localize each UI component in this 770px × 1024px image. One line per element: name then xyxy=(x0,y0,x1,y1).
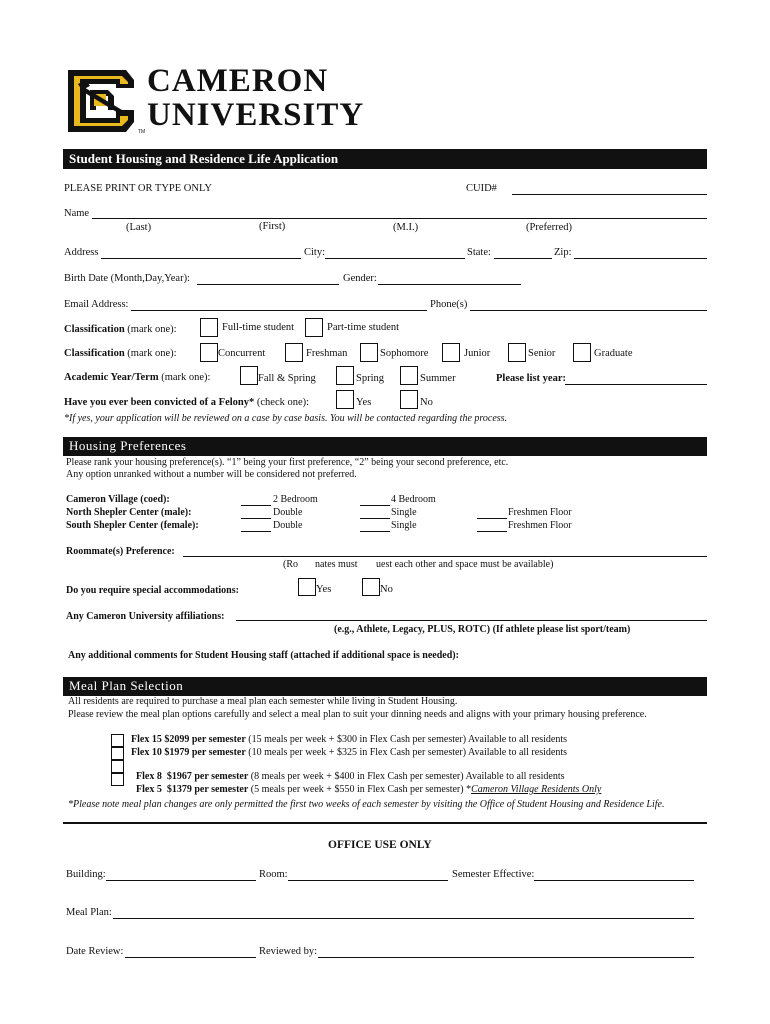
flex5-label: Flex 5 $1379 per semester (5 meals per week + $550 in Flex Cash per semester) *Cameron Village Residents Only xyxy=(136,784,602,795)
state-label: State: xyxy=(467,247,491,258)
accommodations-no-label: No xyxy=(380,584,393,595)
form-title-bar xyxy=(63,149,707,169)
housing-intro-1: Please rank your housing preference(s). “1” being your first preference, “2” being your second preference, etc. xyxy=(66,457,509,468)
freshman-label: Freshman xyxy=(306,348,348,359)
reviewed-by-field[interactable] xyxy=(318,957,694,958)
flex15-label: Flex 15 $2099 per semester (15 meals per week + $300 in Flex Cash per semester) Available to all residents xyxy=(131,734,567,745)
reviewed-by-label: Reviewed by: xyxy=(259,946,318,957)
flex10-label: Flex 10 $1979 per semester (10 meals per week + $325 in Flex Cash per semester) Available to all residents xyxy=(131,747,567,758)
name-label: Name xyxy=(64,208,90,219)
housing-bar xyxy=(63,437,707,456)
state-field[interactable] xyxy=(494,258,552,259)
roommate-note-c: uest each other and space must be available) xyxy=(376,559,554,570)
room-label: Room: xyxy=(259,869,288,880)
email-field[interactable] xyxy=(131,310,427,311)
col2-4bed: 4 Bedroom xyxy=(391,494,436,505)
felony-no-label: No xyxy=(420,397,433,408)
logo-cameron: CAMERON xyxy=(147,63,329,99)
cuid-label: CUID# xyxy=(466,183,497,194)
rank-south-freshmen-field[interactable] xyxy=(477,531,507,532)
gender-field[interactable] xyxy=(378,284,521,285)
flex10-checkbox[interactable] xyxy=(111,747,124,760)
fall-spring-checkbox[interactable] xyxy=(240,366,258,385)
name-sub-first: (First) xyxy=(259,221,286,232)
flex8-checkbox[interactable] xyxy=(111,760,124,773)
junior-label: Junior xyxy=(464,348,491,359)
address-field[interactable] xyxy=(101,258,301,259)
list-year-label: Please list year: xyxy=(496,373,566,384)
comments-label: Any additional comments for Student Housing staff (attached if additional space is needed): xyxy=(68,650,459,661)
name-sub-preferred: (Preferred) xyxy=(526,222,573,233)
rank-4bed-field[interactable] xyxy=(360,505,390,506)
col3-north-freshmen: Freshmen Floor xyxy=(508,507,572,518)
form-title: Student Housing and Residence Life Application xyxy=(69,151,339,166)
gender-label: Gender: xyxy=(343,273,377,284)
list-year-field[interactable] xyxy=(565,384,707,385)
accommodations-yes-checkbox[interactable] xyxy=(298,578,316,596)
building-field[interactable] xyxy=(106,880,256,881)
room-field[interactable] xyxy=(288,880,448,881)
accommodations-yes-label: Yes xyxy=(316,584,332,595)
classification-label-2: Classification (mark one): xyxy=(64,348,177,359)
office-title: OFFICE USE ONLY xyxy=(328,839,432,851)
spring-checkbox[interactable] xyxy=(336,366,354,385)
address-label: Address xyxy=(64,247,99,258)
roommate-note-b: nates must xyxy=(315,559,358,570)
rank-north-freshmen-field[interactable] xyxy=(477,518,507,519)
phone-label: Phone(s) xyxy=(430,299,468,310)
junior-checkbox[interactable] xyxy=(442,343,460,362)
meal-intro-2: Please review the meal plan options carefully and select a meal plan to suit your dinning needs and aligns with your primary housing preference. xyxy=(68,709,647,720)
city-label: City: xyxy=(304,247,326,258)
roommate-note-a: (Ro xyxy=(283,559,298,570)
flex8-label: Flex 8 $1967 per semester (8 meals per week + $400 in Flex Cash per semester) Available to all residents xyxy=(136,771,565,782)
part-time-checkbox[interactable] xyxy=(305,318,323,337)
senior-label: Senior xyxy=(528,348,556,359)
meal-plan-office-label: Meal Plan: xyxy=(66,907,112,918)
rank-2bed-field[interactable] xyxy=(241,505,271,506)
flex15-checkbox[interactable] xyxy=(111,734,124,747)
felony-note: *If yes, your application will be reviewed on a case by case basis. You will be contacted regarding the process. xyxy=(64,413,508,424)
roommate-field[interactable] xyxy=(183,556,707,557)
meal-plan-office-field[interactable] xyxy=(113,918,694,919)
cameron-emblem-icon xyxy=(64,66,140,136)
felony-no-checkbox[interactable] xyxy=(400,390,418,409)
freshman-checkbox[interactable] xyxy=(285,343,303,362)
hall-south-shepler: South Shepler Center (female): xyxy=(66,520,199,531)
full-time-label: Full-time student xyxy=(222,322,295,333)
zip-label: Zip: xyxy=(554,247,572,258)
senior-checkbox[interactable] xyxy=(508,343,526,362)
fall-spring-label: Fall & Spring xyxy=(258,373,316,384)
affiliations-field[interactable] xyxy=(236,620,707,621)
col1-2bed: 2 Bedroom xyxy=(273,494,318,505)
academic-year-label: Academic Year/Term (mark one): xyxy=(64,372,211,383)
housing-intro-2: Any option unranked without a number will be considered not preferred. xyxy=(66,469,357,480)
name-sub-mi: (M.I.) xyxy=(393,222,419,233)
meal-plan-bar xyxy=(63,677,707,696)
col3-south-freshmen: Freshmen Floor xyxy=(508,520,572,531)
rank-north-double-field[interactable] xyxy=(241,518,271,519)
concurrent-checkbox[interactable] xyxy=(200,343,218,362)
sophomore-label: Sophomore xyxy=(380,348,429,359)
full-time-checkbox[interactable] xyxy=(200,318,218,337)
accommodations-no-checkbox[interactable] xyxy=(362,578,380,596)
date-review-label: Date Review: xyxy=(66,946,124,957)
sophomore-checkbox[interactable] xyxy=(360,343,378,362)
meal-intro-1: All residents are required to purchase a meal plan each semester while living in Student Housing. xyxy=(68,696,458,707)
tm-mark: TM xyxy=(138,129,146,135)
name-field[interactable] xyxy=(92,218,707,219)
flex5-checkbox[interactable] xyxy=(111,773,124,786)
office-separator xyxy=(63,822,707,824)
email-label: Email Address: xyxy=(64,299,129,310)
spring-label: Spring xyxy=(356,373,385,384)
classification-label-1: Classification (mark one): xyxy=(64,324,177,335)
accommodations-label: Do you require special accommodations: xyxy=(66,585,239,596)
zip-field[interactable] xyxy=(574,258,707,259)
col1-south-double: Double xyxy=(273,520,303,531)
logo-university: UNIVERSITY xyxy=(147,97,365,133)
building-label: Building: xyxy=(66,869,106,880)
concurrent-label: Concurrent xyxy=(218,348,266,359)
roommate-label: Roommate(s) Preference: xyxy=(66,546,175,557)
summer-checkbox[interactable] xyxy=(400,366,418,385)
phone-field[interactable] xyxy=(470,310,707,311)
meal-plan-title: Meal Plan Selection xyxy=(69,678,184,693)
affiliations-note: (e.g., Athlete, Legacy, PLUS, ROTC) (If athlete please list sport/team) xyxy=(334,624,631,635)
col2-south-single: Single xyxy=(391,520,417,531)
print-note: PLEASE PRINT OR TYPE ONLY xyxy=(64,183,212,194)
affiliations-label: Any Cameron University affiliations: xyxy=(66,611,225,622)
date-review-field[interactable] xyxy=(125,957,256,958)
semester-label: Semester Effective: xyxy=(452,869,535,880)
rank-south-double-field[interactable] xyxy=(241,531,271,532)
felony-yes-checkbox[interactable] xyxy=(336,390,354,409)
birth-label: Birth Date (Month,Day,Year): xyxy=(64,273,190,284)
hall-north-shepler: North Shepler Center (male): xyxy=(66,507,192,518)
graduate-label: Graduate xyxy=(594,348,633,359)
birth-field[interactable] xyxy=(197,284,339,285)
cuid-field[interactable] xyxy=(512,194,707,195)
meal-plan-note: *Please note meal plan changes are only permitted the first two weeks of each semester by visiting the Office of Student Housing and Residence Life. xyxy=(68,799,665,810)
rank-south-single-field[interactable] xyxy=(360,531,390,532)
summer-label: Summer xyxy=(420,373,456,384)
felony-label: Have you ever been convicted of a Felony* (check one): xyxy=(64,397,310,408)
hall-cameron-village: Cameron Village (coed): xyxy=(66,494,170,505)
name-sub-last: (Last) xyxy=(126,222,152,233)
graduate-checkbox[interactable] xyxy=(573,343,591,362)
housing-title: Housing Preferences xyxy=(69,438,187,453)
col1-north-double: Double xyxy=(273,507,303,518)
city-field[interactable] xyxy=(325,258,465,259)
semester-field[interactable] xyxy=(534,880,694,881)
col2-north-single: Single xyxy=(391,507,417,518)
rank-north-single-field[interactable] xyxy=(360,518,390,519)
felony-yes-label: Yes xyxy=(356,397,372,408)
part-time-label: Part-time student xyxy=(327,322,400,333)
